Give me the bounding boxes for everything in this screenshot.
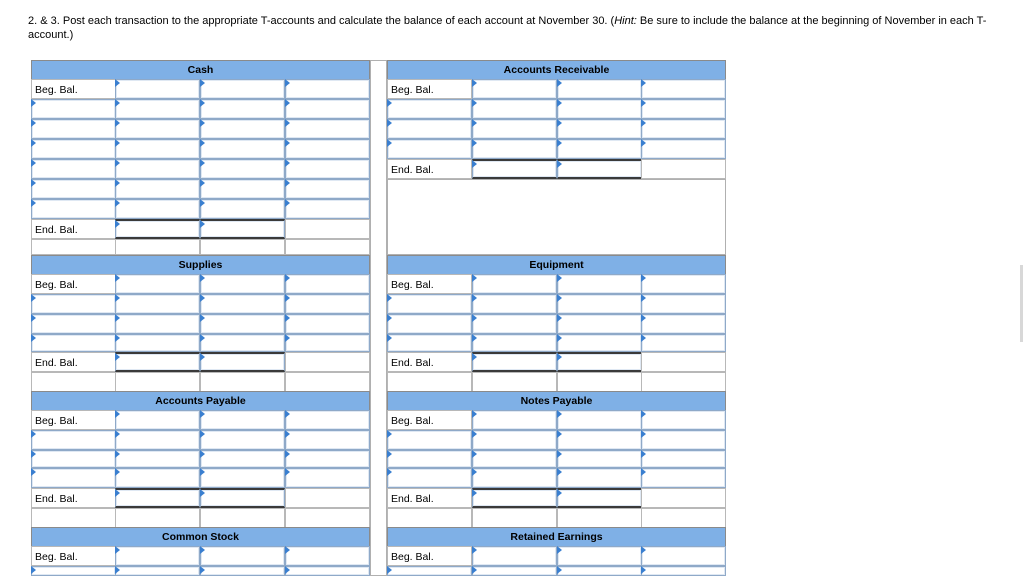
common-stock-row0-col2[interactable] [200,546,285,566]
accounts-receivable-header: Accounts Receivable [387,60,726,80]
notes-payable-header: Notes Payable [387,391,726,411]
supplies-row2-col3[interactable] [285,314,370,334]
notes-payable-row4-col1[interactable] [472,488,557,508]
accounts-receivable-row3-col3[interactable] [641,139,726,159]
supplies-row3-label[interactable] [31,334,116,352]
supplies-row1-col3[interactable] [285,294,370,314]
notes-payable-row1-col2[interactable] [557,430,642,450]
notes-payable-row0-label [387,410,472,430]
cash-row2-col3[interactable] [285,119,370,139]
accounts-payable-row2-col2[interactable] [200,450,285,468]
cash-row5-col3[interactable] [285,179,370,199]
accounts-payable-row5-col2 [200,508,285,528]
column-spacer [370,60,387,576]
cash-row6-col3[interactable] [285,199,370,219]
supplies-row3-col2[interactable] [200,334,285,352]
equipment-row3-label[interactable] [387,334,472,352]
equipment-row4-label [387,352,472,372]
equipment-row0-col2[interactable] [557,274,642,294]
accounts-receivable-row4-col1[interactable] [472,159,557,179]
notes-payable-row1-label[interactable] [387,430,472,450]
accounts-receivable-row2-col3[interactable] [641,119,726,139]
beg-bal-label: Beg. Bal. [391,84,434,96]
cash-row3-col1[interactable] [115,139,200,159]
notes-payable-row3-col2[interactable] [557,468,642,488]
cash-row7-label [31,219,116,239]
equipment-row3-col1[interactable] [472,334,557,352]
cash-header: Cash [31,60,370,80]
supplies-row2-col1[interactable] [115,314,200,334]
cash-row6-label[interactable] [31,199,116,219]
accounts-receivable-row2-label[interactable] [387,119,472,139]
accounts-receivable-row0-col3[interactable] [641,79,726,99]
cash-row4-label[interactable] [31,159,116,179]
retained-earnings-row0-col2[interactable] [557,546,642,566]
accounts-receivable-row2-col1[interactable] [472,119,557,139]
accounts-payable-row1-col3[interactable] [285,430,370,450]
accounts-receivable-row4-col3 [641,159,726,179]
equipment-row5-col1 [472,372,557,392]
notes-payable-row2-col3[interactable] [641,450,726,468]
equipment-row0-label [387,274,472,294]
notes-payable-row0-col3[interactable] [641,410,726,430]
equipment-row2-label[interactable] [387,314,472,334]
accounts-payable-row5-col1 [115,508,200,528]
equipment-row1-col3[interactable] [641,294,726,314]
accounts-receivable-row4-col2[interactable] [557,159,642,179]
beg-bal-label: Beg. Bal. [35,279,78,291]
cash-row8-col2 [200,239,285,255]
notes-payable-row0-col2[interactable] [557,410,642,430]
common-stock-row1-col2[interactable] [200,566,285,576]
common-stock-row1-label[interactable] [31,566,116,576]
supplies-row5-col3 [285,372,370,392]
equipment-row4-col2[interactable] [557,352,642,372]
equipment-row1-label[interactable] [387,294,472,314]
common-stock-row0-col1[interactable] [115,546,200,566]
accounts-payable-row0-col1[interactable] [115,410,200,430]
hint-label: Hint: [614,15,637,27]
cash-row2-col1[interactable] [115,119,200,139]
common-stock-row0-col3[interactable] [285,546,370,566]
cash-row3-col2[interactable] [200,139,285,159]
supplies-row3-col1[interactable] [115,334,200,352]
cash-row0-col2[interactable] [200,79,285,99]
cash-row2-col2[interactable] [200,119,285,139]
accounts-payable-row1-label[interactable] [31,430,116,450]
cash-row7-col2[interactable] [200,219,285,239]
accounts-payable-row2-col3[interactable] [285,450,370,468]
equipment-header: Equipment [387,255,726,275]
equipment-row0-col3[interactable] [641,274,726,294]
end-bal-label: End. Bal. [35,493,78,505]
supplies-row0-col3[interactable] [285,274,370,294]
accounts-receivable-row1-label[interactable] [387,99,472,119]
accounts-receivable-row3-col2[interactable] [557,139,642,159]
notes-payable-row3-label[interactable] [387,468,472,488]
supplies-row0-label [31,274,116,294]
accounts-payable-header: Accounts Payable [31,391,370,411]
notes-payable-row2-col2[interactable] [557,450,642,468]
equipment-row4-col1[interactable] [472,352,557,372]
accounts-payable-row4-col1[interactable] [115,488,200,508]
accounts-receivable-row2-col2[interactable] [557,119,642,139]
accounts-payable-row3-label[interactable] [31,468,116,488]
cash-row2-label[interactable] [31,119,116,139]
supplies-row1-label[interactable] [31,294,116,314]
supplies-row4-col2[interactable] [200,352,285,372]
retained-earnings-row1-col3[interactable] [641,566,726,576]
accounts-receivable-row1-col2[interactable] [557,99,642,119]
supplies-row0-col2[interactable] [200,274,285,294]
accounts-payable-row5-label [31,508,116,528]
beg-bal-label: Beg. Bal. [391,279,434,291]
retained-earnings-row0-col1[interactable] [472,546,557,566]
common-stock-header: Common Stock [31,527,370,547]
equipment-row2-col2[interactable] [557,314,642,334]
notes-payable-row4-label [387,488,472,508]
beg-bal-label: Beg. Bal. [35,84,78,96]
accounts-payable-row4-col2[interactable] [200,488,285,508]
beg-bal-label: Beg. Bal. [391,551,434,563]
cash-row1-col3[interactable] [285,99,370,119]
accounts-payable-row2-col1[interactable] [115,450,200,468]
beg-bal-label: Beg. Bal. [35,551,78,563]
accounts-payable-row2-label[interactable] [31,450,116,468]
equipment-row2-col1[interactable] [472,314,557,334]
supplies-row2-label[interactable] [31,314,116,334]
accounts-receivable-empty-area [387,179,726,255]
retained-earnings-row1-col2[interactable] [557,566,642,576]
accounts-payable-row0-label [31,410,116,430]
end-bal-label: End. Bal. [35,357,78,369]
instructions [28,14,1022,42]
notes-payable-row5-col2 [557,508,642,528]
supplies-row5-col1 [115,372,200,392]
accounts-payable-row1-col2[interactable] [200,430,285,450]
cash-row7-col3 [285,219,370,239]
accounts-receivable-row1-col1[interactable] [472,99,557,119]
equipment-row4-col3 [641,352,726,372]
equipment-row5-label [387,372,472,392]
notes-payable-row0-col1[interactable] [472,410,557,430]
cash-row4-col2[interactable] [200,159,285,179]
supplies-row1-col2[interactable] [200,294,285,314]
cash-row3-col3[interactable] [285,139,370,159]
equipment-row1-col1[interactable] [472,294,557,314]
accounts-payable-row5-col3 [285,508,370,528]
instructions-text: 2. & 3. Post each transaction to the appropriate T-accounts and calculate the balance of each account at November 30. ( [28,15,615,27]
end-bal-label: End. Bal. [35,224,78,236]
cash-row1-col2[interactable] [200,99,285,119]
notes-payable-row5-col3 [641,508,726,528]
accounts-receivable-row3-col1[interactable] [472,139,557,159]
supplies-row3-col3[interactable] [285,334,370,352]
cash-row8-label [31,239,116,255]
cash-row5-col1[interactable] [115,179,200,199]
cash-row6-col1[interactable] [115,199,200,219]
cash-row0-label [31,79,116,99]
supplies-row2-col2[interactable] [200,314,285,334]
cash-row0-col1[interactable] [115,79,200,99]
common-stock-row1-col1[interactable] [115,566,200,576]
notes-payable-row4-col2[interactable] [557,488,642,508]
supplies-row5-label [31,372,116,392]
retained-earnings-header: Retained Earnings [387,527,726,547]
supplies-row0-col1[interactable] [115,274,200,294]
notes-payable-row2-label[interactable] [387,450,472,468]
cash-row5-label[interactable] [31,179,116,199]
cash-row4-col3[interactable] [285,159,370,179]
accounts-receivable-row1-col3[interactable] [641,99,726,119]
common-stock-row1-col3[interactable] [285,566,370,576]
notes-payable-row5-col1 [472,508,557,528]
equipment-row1-col2[interactable] [557,294,642,314]
retained-earnings-row0-col3[interactable] [641,546,726,566]
notes-payable-row4-col3 [641,488,726,508]
supplies-row4-col3 [285,352,370,372]
equipment-row2-col3[interactable] [641,314,726,334]
scrollbar-edge[interactable] [1020,265,1023,342]
equipment-row5-col2 [557,372,642,392]
accounts-receivable-row0-col1[interactable] [472,79,557,99]
end-bal-label: End. Bal. [391,357,434,369]
supplies-header: Supplies [31,255,370,275]
notes-payable-row3-col3[interactable] [641,468,726,488]
cash-row5-col2[interactable] [200,179,285,199]
accounts-payable-row1-col1[interactable] [115,430,200,450]
end-bal-label: End. Bal. [391,493,434,505]
accounts-receivable-row0-label [387,79,472,99]
accounts-payable-row0-col2[interactable] [200,410,285,430]
accounts-receivable-row3-label[interactable] [387,139,472,159]
supplies-row5-col2 [200,372,285,392]
notes-payable-row5-label [387,508,472,528]
notes-payable-row1-col1[interactable] [472,430,557,450]
cash-row8-col1 [115,239,200,255]
beg-bal-label: Beg. Bal. [391,415,434,427]
accounts-payable-row4-col3 [285,488,370,508]
cash-row0-col3[interactable] [285,79,370,99]
notes-payable-row1-col3[interactable] [641,430,726,450]
accounts-receivable-row0-col2[interactable] [557,79,642,99]
equipment-row3-col3[interactable] [641,334,726,352]
beg-bal-label: Beg. Bal. [35,415,78,427]
cash-row1-col1[interactable] [115,99,200,119]
retained-earnings-row0-label [387,546,472,566]
notes-payable-row2-col1[interactable] [472,450,557,468]
accounts-receivable-row4-label [387,159,472,179]
equipment-row0-col1[interactable] [472,274,557,294]
end-bal-label: End. Bal. [391,164,434,176]
accounts-payable-row3-col1[interactable] [115,468,200,488]
accounts-payable-row3-col2[interactable] [200,468,285,488]
supplies-row4-label [31,352,116,372]
equipment-row5-col3 [641,372,726,392]
notes-payable-row3-col1[interactable] [472,468,557,488]
accounts-payable-row4-label [31,488,116,508]
common-stock-row0-label [31,546,116,566]
cash-row7-col1[interactable] [115,219,200,239]
retained-earnings-row1-label[interactable] [387,566,472,576]
supplies-row4-col1[interactable] [115,352,200,372]
cash-row8-col3 [285,239,370,255]
accounts-payable-row0-col3[interactable] [285,410,370,430]
supplies-row1-col1[interactable] [115,294,200,314]
cash-row1-label[interactable] [31,99,116,119]
accounts-payable-row3-col3[interactable] [285,468,370,488]
hint-text: Be sure to include the balance at the beginning of November in each T-account.) [28,15,987,41]
equipment-row3-col2[interactable] [557,334,642,352]
cash-row4-col1[interactable] [115,159,200,179]
cash-row3-label[interactable] [31,139,116,159]
cash-row6-col2[interactable] [200,199,285,219]
retained-earnings-row1-col1[interactable] [472,566,557,576]
